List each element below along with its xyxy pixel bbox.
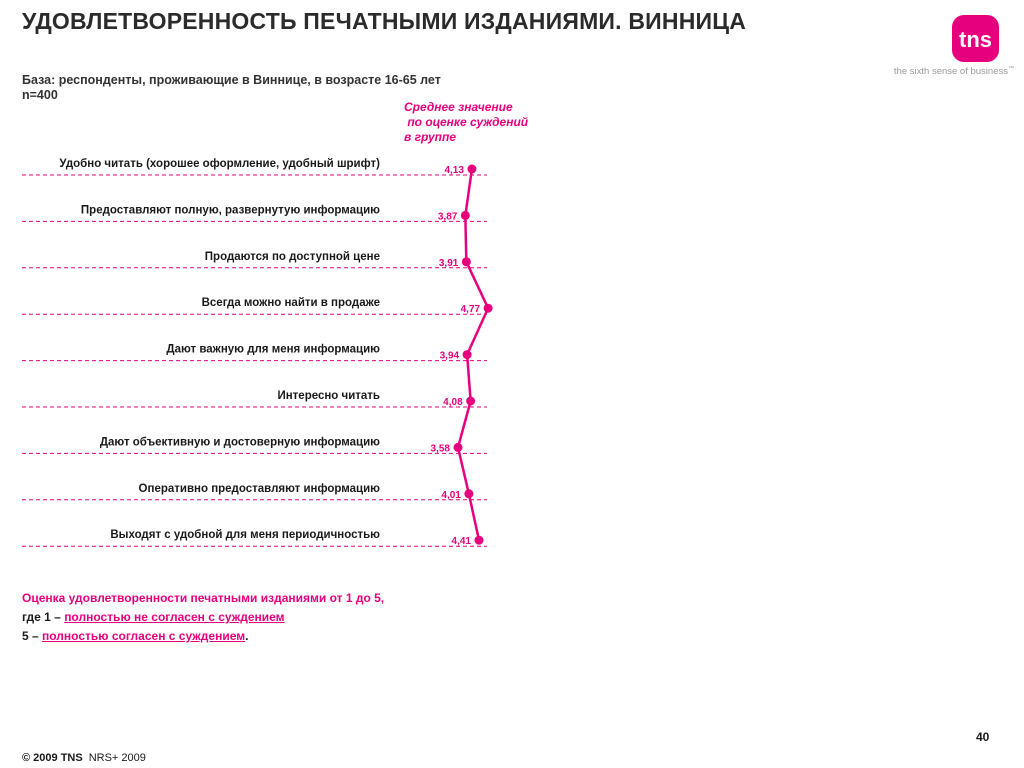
row-label: Всегда можно найти в продаже [201,297,380,310]
data-label: 4,41 [451,536,471,548]
data-label: 3,91 [438,257,459,269]
data-label: 3,94 [439,350,460,362]
tagline-text: the sixth sense of business [893,66,1008,78]
data-point [461,211,470,220]
page-number: 40 [976,730,990,744]
sample-size: n=400 [22,88,58,102]
data-point [474,536,483,545]
row-label: Интересно читать [277,390,380,402]
row-label: Дают важную для меня информацию [166,343,380,356]
sample-base-description: База: респонденты, проживающие в Виннице, в возрасте 16-65 лет [22,73,441,87]
data-label: 4,01 [441,489,461,501]
scale-note-line2 [22,608,384,627]
data-point [467,165,476,174]
data-label: 3,58 [430,443,450,455]
scale-note-line1: Оценка удовлетворенности печатными изданиями от 1 до 5, [22,591,385,605]
chart-legend: Среднее значение по оценке суждений в группе [404,100,529,144]
scale-note-suffix: . [245,629,249,643]
data-label: 3,87 [437,211,458,223]
row-label: Предоставляют полную, развернутую информацию [80,204,380,217]
footer [22,752,146,764]
scale-note-max-prefix: 5 – [22,629,43,643]
data-label: 4,13 [444,165,464,176]
tagline-trademark: ™ [1008,66,1014,72]
scale-note-min-meaning: полностью не согласен с суждением [64,610,285,624]
data-point [466,397,475,406]
row-label: Удобно читать (хорошее оформление, удобный шрифт) [59,158,380,170]
data-label: 4,08 [443,397,463,408]
series-line [458,169,488,540]
row-label: Выходят с удобной для меня периодичностью [110,529,380,542]
data-point [462,257,471,266]
data-point [454,443,463,452]
scale-note-line3 [22,627,384,646]
data-label: 4,77 [460,304,481,316]
scale-note [22,589,384,646]
page-title: УДОВЛЕТВОРЕННОСТЬ ПЕЧАТНЫМИ ИЗДАНИЯМИ. ВИННИЦА [22,8,747,34]
scale-note-min-prefix: где 1 – [22,610,65,624]
logo-text: tns [959,27,992,52]
row-label: Дают объективную и достоверную информацию [99,436,380,449]
data-point [463,350,472,359]
scale-note-max-meaning: полностью согласен с суждением [42,629,246,643]
row-label: Оперативно предоставляют информацию [138,482,380,495]
row-label: Продаются по доступной цене [204,250,380,263]
footer-source: NRS+ 2009 [88,752,146,764]
data-point [484,304,493,313]
data-point [464,489,473,498]
footer-copyright: © 2009 TNS [22,752,83,764]
